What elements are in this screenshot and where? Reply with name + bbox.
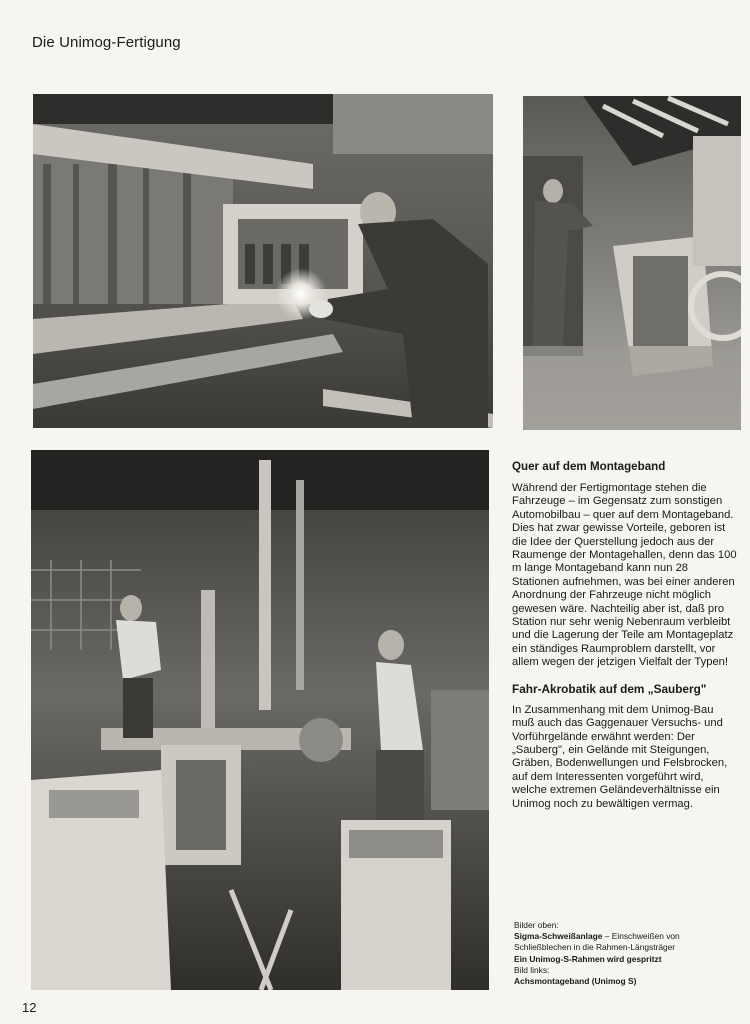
welding-photo — [33, 94, 493, 428]
caption-axle-title: Achsmontageband (Unimog S) — [514, 976, 637, 987]
caption-welding-line2: Schließblechen in die Rahmen-Längsträger — [514, 942, 676, 953]
caption-axle — [514, 976, 742, 987]
photo-captions — [514, 920, 742, 987]
article-text-column — [512, 460, 738, 823]
caption-spraying — [514, 954, 742, 965]
section-body-sauberg: In Zusammenhang mit dem Unimog-Bau muß auch das Gaggenauer Versuchs- und Vorführgelände erwähnt werden: Der „Sauberg", ein Gelände mit Steigungen, Gräben, Bodenwellungen und Felsbrocken, auf dem Interessenten vorgeführt wird, welche extremen Geländeverhältnisse ein Unimog noch zu bewältigen vermag. — [512, 703, 728, 810]
caption-left-label: Bild links: — [514, 964, 550, 975]
axle-assembly-photo — [31, 450, 489, 990]
section-body-montageband: Während der Fertigmontage stehen die Fahrzeuge – im Gegensatz zum sonstigen Automobilbau – quer auf dem Montageband. Dies hat zwar gewisse Vorteile, geboren ist die Idee der Querstellung jedoch aus der Raumenge der Montagehallen, denn das 100 m lange Montageband kann nun 28 Stationen aufnehmen, was bei einer anderen Anordnung der Fahrzeuge nicht möglich gewesen wäre. Nachteilig aber ist, daß pro Station nur sehr wenig Nebenraum verbleibt und die Lagerung der Teile am Montageplatz ein ständiges Raumproblem darstellt, vor allem wegen der jetzigen Vielfalt der Typen! — [512, 482, 737, 669]
section-heading-montageband: Quer auf dem Montageband — [512, 460, 666, 473]
page-title: Die Unimog-Fertigung — [32, 34, 181, 51]
caption-welding-rest: – Einschweißen von — [602, 931, 680, 942]
caption-above-label: Bilder oben: — [514, 920, 559, 930]
page-number: 12 — [22, 1000, 37, 1015]
caption-welding — [514, 931, 742, 942]
section-heading-sauberg: Fahr-Akrobatik auf dem „Sauberg" — [512, 681, 707, 696]
spraying-photo — [523, 96, 741, 430]
caption-spraying-title: Ein Unimog-S-Rahmen wird gespritzt — [514, 953, 662, 964]
caption-welding-title: Sigma-Schweißanlage — [514, 931, 603, 942]
